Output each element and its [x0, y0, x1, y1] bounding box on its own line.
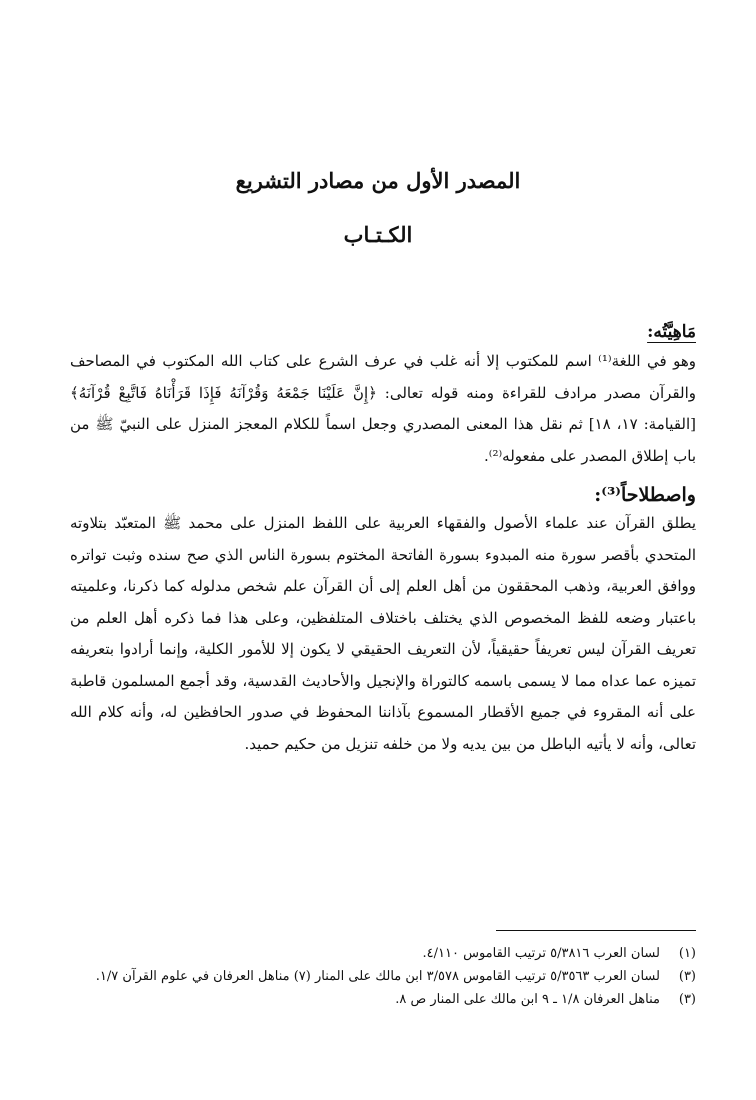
footnote-text: لسان العرب ٥/٣٨١٦ ترتيب القاموس ٤/١١٠. [422, 946, 660, 961]
footnote-number: (٣) [678, 969, 696, 984]
main-text [70, 322, 696, 760]
footnote-text: مناهل العرفان ١/٨ ـ ٩ ابن مالك على المنار ص ٨. [395, 992, 660, 1007]
definition-heading: مَاهِيَّتُه: [647, 322, 696, 342]
footnote-item [70, 965, 696, 988]
footnote-number: (٣) [678, 992, 696, 1007]
section-title: الكـتـاب [343, 222, 413, 247]
footnote-item [70, 988, 696, 1011]
footnote-item [70, 942, 696, 965]
footnotes [70, 942, 696, 1011]
footnote-divider [496, 930, 696, 931]
chapter-title: المصدر الأول من مصادر التشريع [235, 168, 521, 193]
istilah-paragraph: يطلق القرآن عند علماء الأصول والفقهاء العربية على اللفظ المنزل على محمد ﷺ المتعبّد بتلاوته المتحدي بأقصر سورة منه المبدوء بسورة الفاتحة المختوم بسورة الناس الذي صح سنده وثبت تواتره ووافق العربية، وذهب المحققون من أهل العلم إلى أن القرآن علم شخص مدلوله كما ذكرنا، وعلميته باعتبار وضعه للفظ المخصوص الذي يختلف باختلاف المتلفظين، وعلى هذا فما ذكره أهل العلم من تعريف القرآن ليس تعريفاً حقيقياً، لأن التعريف الحقيقي لا يكون إلا للأمور الكلية، وإنما أرادوا بتعريفه تميزه عما عداه مما لا يسمى باسمه كالتوراة والإنجيل والأحاديث القدسية، وقد أجمع المسلمون قاطبة على أنه المقروء في جميع الأقطار المسموع بآذاننا المحفوظ في صدور الحافظين له، وأنه كلام الله تعالى، وأنه لا يأتيه الباطل من بين يديه ولا من خلفه تنزيل من حكيم حميد. [70, 514, 697, 753]
istilah-heading: واصطلاحاً⁽³⁾: [594, 484, 696, 506]
footnote-text: لسان العرب ٥/٣٥٦٣ ترتيب القاموس ٣/٥٧٨ ابن مالك على المنار (٧) مناهل العرفان في علوم القرآن ١/٧. [95, 969, 660, 984]
footnote-number: (١) [678, 946, 696, 961]
lughah-paragraph: وهو في اللغة⁽¹⁾ اسم للمكتوب إلا أنه غلب في عرف الشرع على كتاب الله المكتوب في المصاحف والقرآن مصدر مرادف للقراءة ومنه قوله تعالى: ﴿إِنَّ عَلَيْنَا جَمْعَهُ وَقُرْآنَهُ فَإِذَا قَرَأْنَاهُ فَاتَّبِعْ قُرْآنَهُ﴾[القيامة: ١٧، ١٨] ثم نقل هذا المعنى المصدري وجعل اسماً للكلام المعجز المنزل على النبيّ ﷺ من باب إطلاق المصدر على مفعوله⁽²⁾. [70, 352, 697, 465]
